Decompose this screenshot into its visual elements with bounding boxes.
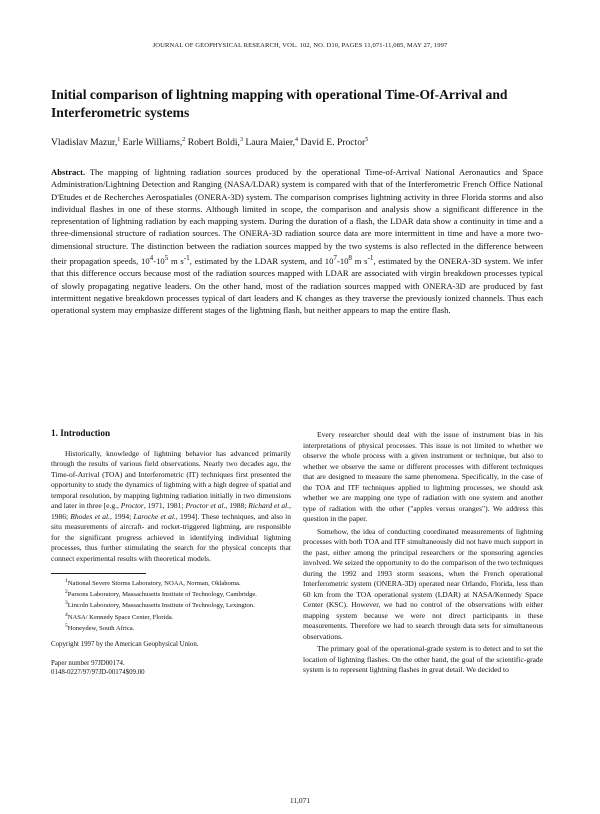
author-name: Vladislav Mazur, xyxy=(51,137,118,149)
abstract-text: m s xyxy=(168,255,184,266)
abstract-exponent: -1 xyxy=(183,254,190,263)
footnote-mark: 2 xyxy=(65,589,68,596)
right-column xyxy=(303,430,543,676)
author-affiliation-mark: 2 xyxy=(182,137,186,143)
footnote xyxy=(51,622,291,633)
abstract-text: , estimated by the LDAR system, and 10 xyxy=(189,255,334,266)
author-name: Earle Williams, xyxy=(122,137,183,149)
footnote-mark: 5 xyxy=(65,622,68,629)
page-number: 11,071 xyxy=(289,796,311,805)
footnote xyxy=(51,599,291,610)
abstract-exponent: 7 xyxy=(333,254,337,263)
footnote-divider xyxy=(51,573,146,574)
abstract-text: -10 xyxy=(153,255,165,266)
footnote-text: Lincoln Laboratory, Massachusetts Institute of Technology, Lexington. xyxy=(67,602,255,610)
left-column xyxy=(51,428,291,677)
citation: Richard et al. xyxy=(248,501,290,510)
abstract-text: m s xyxy=(352,255,368,266)
abstract-text: -10 xyxy=(336,255,349,266)
author-affiliation-mark: 3 xyxy=(239,137,243,143)
footnote xyxy=(51,577,291,588)
footnote xyxy=(51,588,291,599)
paragraph-text: , 1994]. These techniques, and also in situ measurements of aircraft- and rocket-triggered lightning, are responsible for the significant progress achieved in identifying individual lightning processes, thus further stimulating the search for the physical concepts that connect experimental results with theoretical models. xyxy=(51,511,292,563)
author-list xyxy=(51,137,561,148)
abstract-label: Abstract. xyxy=(51,167,86,177)
citation: Rhodes et al. xyxy=(70,511,111,521)
author-affiliation-mark: 4 xyxy=(295,137,299,143)
issn-code: 0148-0227/97/97JD-00174$09.00 xyxy=(51,668,145,676)
footnote-text: NASA/ Kennedy Space Center, Florida. xyxy=(67,613,174,621)
paragraph-text: , 1988; xyxy=(225,501,249,510)
author-affiliation-mark: 5 xyxy=(365,137,369,143)
intro-paragraph xyxy=(51,449,291,565)
copyright-notice: Copyright 1997 by the American Geophysical Union. xyxy=(51,640,199,648)
author-name: David E. Proctor xyxy=(300,137,366,149)
section-heading-introduction: 1. Introduction xyxy=(51,428,111,438)
footnote-text: Parsons Laboratory, Massachusetts Institute of Technology, Cambridge. xyxy=(67,591,257,599)
paragraph-text: , 1994; xyxy=(110,511,134,521)
footnote xyxy=(51,611,291,622)
footnote-text: Honeydew, South Africa. xyxy=(67,624,135,632)
intro-paragraph: The primary goal of the operational-grade system is to detect and to set the location of lightning flashes. On the other hand, the goal of the scientific-grade system is to represent lightning flashes in great detail. We decided to xyxy=(303,644,543,674)
citation: Proctor xyxy=(120,501,144,510)
author-name: Laura Maier, xyxy=(245,137,296,149)
abstract xyxy=(51,166,543,316)
author-affiliation-mark: 1 xyxy=(117,137,121,143)
footnotes xyxy=(51,577,291,633)
running-header: JOURNAL OF GEOPHYSICAL RESEARCH, VOL. 102, NO. D10, PAGES 11,071-11,085, MAY 27, 1997 xyxy=(152,42,448,49)
citation: Laroche et al. xyxy=(133,511,176,521)
paper-info xyxy=(51,659,291,677)
article-title: Initial comparison of lightning mapping with operational Time-Of-Arrival and Interferometric systems xyxy=(51,87,508,120)
paragraph-text: , 1971, 1981; xyxy=(143,501,186,510)
abstract-exponent: -1 xyxy=(367,254,374,263)
footnote-mark: 3 xyxy=(65,600,68,607)
footnote-mark: 4 xyxy=(65,611,68,618)
footnote-text: National Severe Storms Laboratory, NOAA, Norman, Oklahoma. xyxy=(67,580,241,588)
abstract-text: , estimated by the ONERA-3D system. We infer that this difference occurs because most of the radiation sources mapped with LDAR are associated with virgin breakdown processes typical of slowly propagating negative leaders. On the other hand, most of the radiation sources mapped with ONERA-3D are produced by fast intermittent negative breakdown processes typical of dart leaders and K changes as they traverse the previously ionized channels. Thus each operational system may emphasize different stages of the lightning flash, but neither appears to map the entire flash. xyxy=(51,255,543,316)
intro-paragraph: Every researcher should deal with the issue of instrument bias in his interpretations of physical processes. This issue is not limited to whether we observe the whole process with a given instrument or technique, but also to whether we observe the same or different processes with different techniques that are designed to measure the same phenomena. Specifically, in the case of the TOA and ITF techniques applied to lightning processes, we should ask whether we are mapping one type of radiation with one system and another type of radiation with the other ("apples versus oranges"). We address this question in the paper. xyxy=(303,430,543,523)
abstract-exponent: 5 xyxy=(164,254,169,263)
abstract-text: The mapping of lightning radiation sources produced by the operational Time-of-Arrival National Aeronautics and Space Administration/Lightning Detection and Ranging (NASA/LDAR) system is compared with that of the Interferometric French Office National D'Etudes et de Recherches Aerospatiales (ONERA-3D) system. The comparison comprises lightning activity in three Florida storms and also individual flashes in one of these storms. Although limited in scope, the comparison and analysis show a significant difference in the representation of lightning radiation by each mapping system. During the duration of a flash, the LDAR data show a continuity in time and a three-dimensional structure of radiation sources. The ONERA-3D radiation source data are more intermittent in time and have a more two-dimensional structure. The distinction between the radiation sources mapped by the two systems is also reflected in the difference between their propagation speeds, 10 xyxy=(51,167,543,266)
author-name: Robert Boldi, xyxy=(187,137,240,149)
intro-paragraph: Somehow, the idea of conducting coordinated measurements of lightning processes with both TOA and ITF simultaneously did not have much support in the past, either among the principal researchers or the sponsoring agencies involved. We seized the opportunity to do the comparison of the two techniques during the 1992 and 1993 storm seasons, when the French operational Interferometric system (ONERA-3D) operated near Orlando, Florida, less than 60 km from the TOA operational system (LDAR) at NASA/Kennedy Space Center (KSC). However, we had no control of the observations with either mapping system because we were not direct participants in these measurements. Therefore we had to search through data sets for simultaneous observations. xyxy=(303,526,543,641)
paragraph-text: Historically, knowledge of lightning behavior has advanced primarily through the results of various field observations. Nearly two decades ago, the Time-of-Arrival (TOA) and Interferometric (IT) techniques first presented the opportunity to study the dynamics of lightning with a high degree of spatial and temporal resolution, by mapping lightning radiation initially in two dimensions and later in three [e.g., xyxy=(51,448,291,510)
citation: Proctor et al. xyxy=(185,501,226,510)
abstract-exponent: 4 xyxy=(149,254,154,263)
footnote-mark: 1 xyxy=(65,578,68,584)
abstract-exponent: 8 xyxy=(348,254,352,263)
paragraph-text: , 1986; xyxy=(51,501,291,521)
paper-number: Paper number 97JD00174. xyxy=(51,659,125,667)
